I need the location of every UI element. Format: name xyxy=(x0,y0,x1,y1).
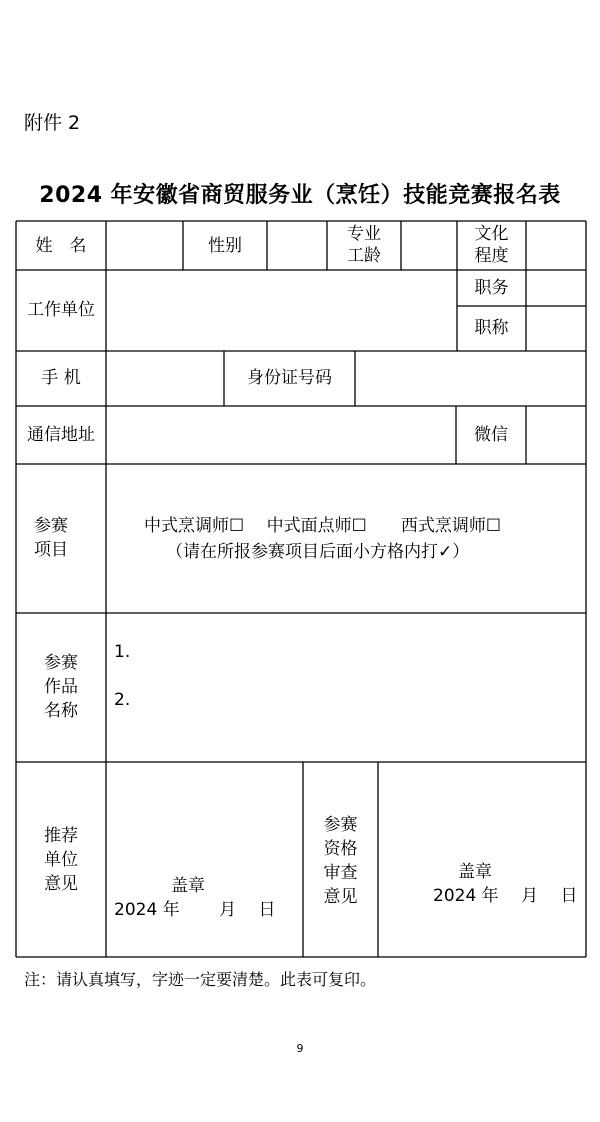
review-label-line1: 参赛 xyxy=(323,815,358,835)
works-label-line3: 名称 xyxy=(44,701,78,721)
event-label-line1: 参赛 xyxy=(34,516,68,536)
gender-field[interactable] xyxy=(268,222,326,269)
event-instruction: （请在所报参赛项目后面小方格内打✓） xyxy=(166,542,470,562)
recommend-label-line3: 意见 xyxy=(44,874,78,894)
review-label-line4: 意见 xyxy=(323,887,358,907)
recommend-seal-text: 盖章 xyxy=(171,876,205,896)
id-number-field[interactable] xyxy=(356,352,585,405)
recommend-label-line1: 推荐 xyxy=(44,826,78,846)
review-label-line3: 审查 xyxy=(323,863,358,883)
works-label-line2: 作品 xyxy=(44,677,78,697)
professional-years-field[interactable] xyxy=(402,222,456,269)
review-date: 2024 年 月 日 xyxy=(433,886,578,906)
works-item-2[interactable]: 2. xyxy=(114,690,131,710)
work-unit-label: 工作单位 xyxy=(27,300,95,320)
address-field[interactable] xyxy=(107,407,455,463)
name-label: 姓 名 xyxy=(35,236,87,256)
footnote: 注：请认真填写，字迹一定要清楚。此表可复印。 xyxy=(24,970,377,989)
position-field[interactable] xyxy=(527,271,585,305)
page-number: 9 xyxy=(296,1042,304,1055)
education-label-line2: 程度 xyxy=(474,246,509,266)
works-item-1[interactable]: 1. xyxy=(114,642,131,662)
title-rank-field[interactable] xyxy=(527,307,585,350)
phone-label: 手 机 xyxy=(41,368,81,388)
professional-years-label-line2: 工龄 xyxy=(347,246,381,266)
professional-years-label-line1: 专业 xyxy=(347,224,381,244)
title-rank-label: 职称 xyxy=(474,318,509,338)
id-number-label: 身份证号码 xyxy=(247,368,332,388)
work-unit-field[interactable] xyxy=(107,271,456,350)
education-label-line1: 文化 xyxy=(474,224,509,244)
name-field[interactable] xyxy=(107,222,182,269)
education-field[interactable] xyxy=(527,222,585,269)
recommend-date: 2024 年 月 日 xyxy=(114,900,276,920)
address-label: 通信地址 xyxy=(27,425,95,445)
event-label-line2: 项目 xyxy=(34,540,68,560)
recommend-label-line2: 单位 xyxy=(44,850,78,870)
phone-field[interactable] xyxy=(107,352,223,405)
works-label-line1: 参赛 xyxy=(44,653,78,673)
wechat-label: 微信 xyxy=(474,425,508,445)
review-label-line2: 资格 xyxy=(323,839,358,859)
position-label: 职务 xyxy=(474,278,509,298)
event-options[interactable]: 中式烹调师☐ 中式面点师☐ 西式烹调师☐ xyxy=(144,516,502,536)
wechat-field[interactable] xyxy=(527,407,585,463)
attachment-label: 附件 2 xyxy=(24,112,81,134)
form-title: 2024 年安徽省商贸服务业（烹饪）技能竞赛报名表 xyxy=(39,183,561,208)
gender-label: 性别 xyxy=(208,236,242,256)
review-seal-text: 盖章 xyxy=(458,862,492,882)
